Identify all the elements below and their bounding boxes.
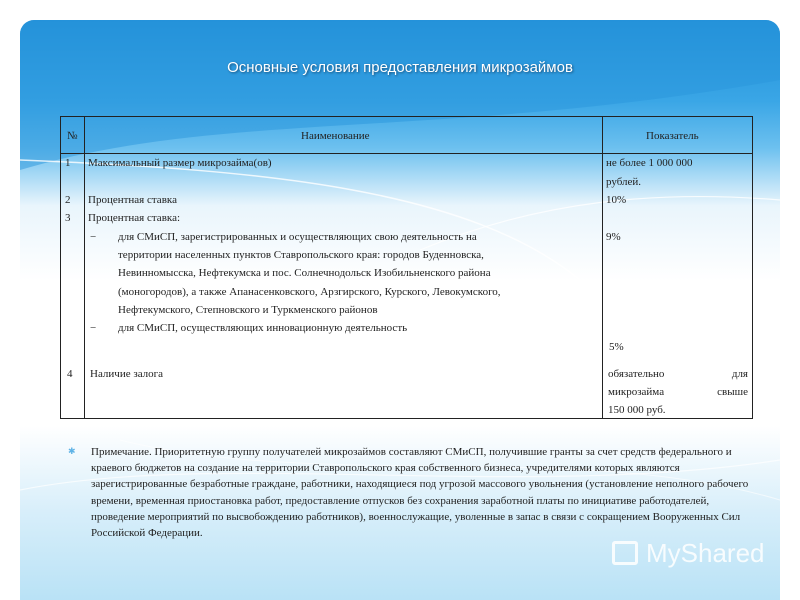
row-name: Наличие залога — [90, 368, 164, 380]
row-num: 1 — [65, 157, 71, 169]
value-word: свыше — [717, 386, 748, 398]
sub-line: (моногородов), а также Апанасенковского, Арзгирского, Курского, Левокумского, — [118, 286, 501, 298]
row-value: 5% — [609, 341, 624, 353]
header-value: Показатель — [646, 130, 699, 142]
sub-line: Нефтекумского, Степновского и Туркменского районов — [118, 304, 378, 316]
value-word: для — [731, 368, 748, 380]
sub-line: для СМиСП, осуществляющих инновационную деятельность — [118, 322, 408, 334]
sub-line: территории населенных пунктов Ставропольского края: городов Буденновска, — [118, 249, 484, 261]
header-name: Наименование — [301, 130, 370, 142]
watermark-text: MyShared — [646, 538, 765, 568]
row-value — [608, 383, 748, 401]
sub-line: для СМиСП, зарегистрированных и осуществляющих свою деятельность на — [118, 231, 477, 243]
row-value: 150 000 руб. — [608, 404, 666, 416]
row-num: 3 — [65, 212, 71, 224]
row-name: Процентная ставка — [88, 194, 177, 206]
row-value: рублей. — [606, 176, 642, 188]
row-value: не более 1 000 000 — [606, 157, 693, 169]
slide-title: Основные условия предоставления микрозаймов — [227, 59, 573, 76]
value-word: микрозайма — [608, 386, 665, 398]
bullet-icon: ✱ — [68, 446, 76, 456]
conditions-table — [60, 116, 753, 419]
dash-bullet: − — [90, 322, 97, 334]
row-num: 4 — [67, 368, 73, 380]
header-num: № — [67, 130, 78, 142]
row-name: Процентная ставка: — [88, 212, 181, 224]
logo-icon — [612, 541, 638, 565]
watermark-logo — [612, 538, 765, 569]
dash-bullet: − — [90, 231, 97, 243]
row-value — [608, 365, 748, 383]
sub-line: Невинномысска, Нефтекумска и пос. Солнечнодольск Изобильненского района — [118, 267, 491, 279]
row-name: Максимальный размер микрозайма(ов) — [88, 157, 272, 169]
row-value: 9% — [606, 231, 621, 243]
row-value: 10% — [606, 194, 627, 206]
row-num: 2 — [65, 194, 71, 206]
note-text: Примечание. Приоритетную группу получателей микрозаймов составляют СМиСП, получившие гранты за счет средств федерального и краевого бюджетов на создание на территории Ставропольского края собственного бизнеса, учредителями которых являются зарегистрированные безработные граждане, работники, находящиеся под угрозой массового увольнения (установление неполного рабочего времени, временная приостановка работ, предоставление отпусков без сохранения заработной платы по инициативе работодателей, проведение мероприятий по высвобождению работников), военнослужащие, уволенные в запас в связи с сокращением Вооруженных Сил Российской Федерации. — [91, 446, 749, 540]
value-word: обязательно — [608, 368, 665, 380]
